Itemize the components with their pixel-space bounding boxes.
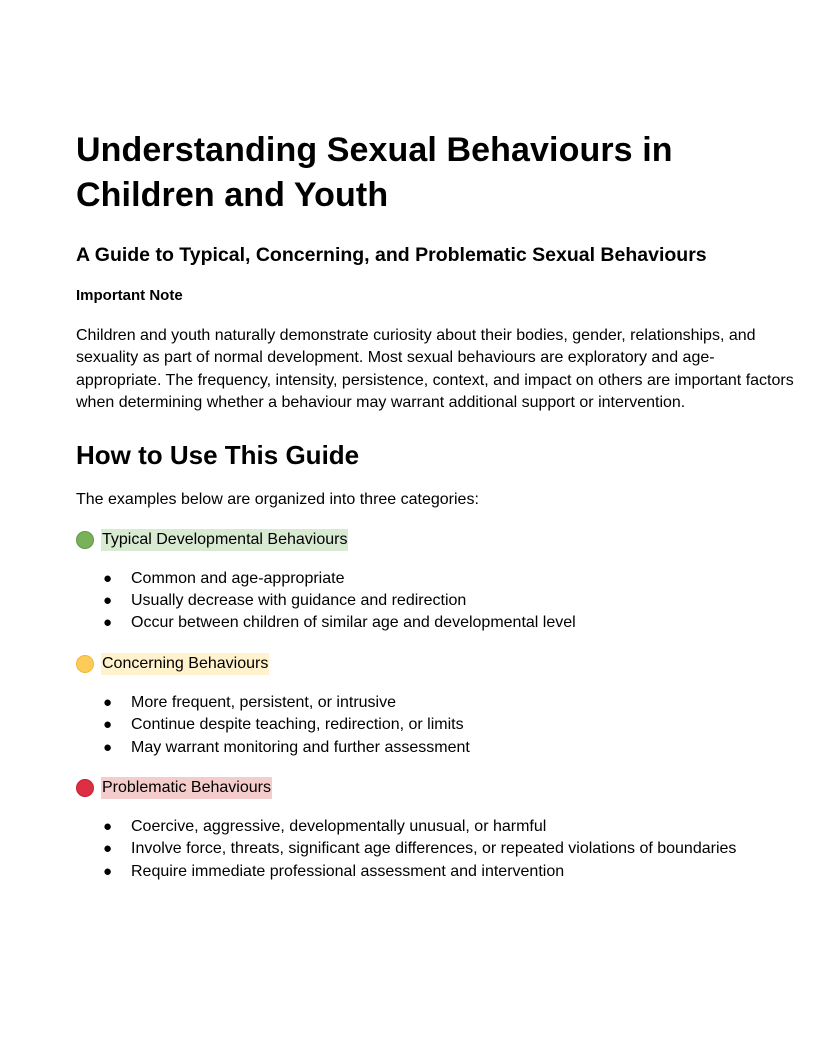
list-item bbox=[76, 568, 796, 590]
list-item bbox=[76, 838, 796, 860]
important-note-paragraph: Children and youth naturally demonstrate curiosity about their bodies, gender, relationships, and sexuality as part of normal development. Most sexual behaviours are exploratory and age-appropriate. The frequency, intensity, persistence, context, and impact on others are important factors when determining whether a behaviour may warrant additional support or intervention. bbox=[76, 327, 794, 412]
important-note-heading: Important Note bbox=[76, 287, 183, 304]
section-heading: How to Use This Guide bbox=[76, 439, 360, 470]
list-item-text: Continue despite teaching, redirection, or limits bbox=[131, 716, 464, 734]
category-list bbox=[76, 816, 796, 883]
document-title: Understanding Sexual Behaviours in Children and Youth bbox=[76, 131, 673, 214]
intro-paragraph: The examples below are organized into three categories: bbox=[76, 490, 479, 508]
bullet-marker: ● bbox=[103, 693, 113, 711]
category-heading bbox=[76, 653, 796, 675]
category-typical bbox=[76, 529, 796, 635]
bullet-marker: ● bbox=[103, 840, 113, 858]
category-label: Problematic Behaviours bbox=[101, 777, 272, 799]
list-item-text: Involve force, threats, significant age differences, or repeated violations of boundaries bbox=[131, 840, 737, 858]
document-subtitle: A Guide to Typical, Concerning, and Problematic Sexual Behaviours bbox=[76, 244, 707, 266]
bullet-marker: ● bbox=[103, 818, 113, 836]
green-circle-icon bbox=[76, 531, 94, 549]
yellow-circle-icon bbox=[76, 655, 94, 673]
bullet-marker: ● bbox=[103, 569, 113, 587]
list-item-text: Require immediate professional assessment and intervention bbox=[131, 862, 565, 880]
category-list bbox=[76, 692, 796, 759]
list-item-text: Coercive, aggressive, developmentally unusual, or harmful bbox=[131, 818, 547, 836]
category-label: Typical Developmental Behaviours bbox=[101, 529, 348, 551]
bullet-marker: ● bbox=[103, 592, 113, 610]
list-item-text: Common and age-appropriate bbox=[131, 569, 345, 587]
bullet-marker: ● bbox=[103, 614, 113, 632]
category-list bbox=[76, 568, 796, 635]
list-item-text: More frequent, persistent, or intrusive bbox=[131, 693, 397, 711]
list-item-text: Usually decrease with guidance and redirection bbox=[131, 592, 467, 610]
list-item bbox=[76, 861, 796, 883]
category-heading bbox=[76, 777, 796, 799]
list-item bbox=[76, 590, 796, 612]
list-item bbox=[76, 692, 796, 714]
bullet-marker: ● bbox=[103, 716, 113, 734]
category-label: Concerning Behaviours bbox=[101, 653, 269, 675]
list-item-text: Occur between children of similar age and developmental level bbox=[131, 614, 576, 632]
list-item bbox=[76, 714, 796, 736]
list-item-text: May warrant monitoring and further assessment bbox=[131, 738, 470, 756]
document-page bbox=[76, 128, 796, 883]
category-heading bbox=[76, 529, 796, 551]
list-item bbox=[76, 816, 796, 838]
bullet-marker: ● bbox=[103, 862, 113, 880]
category-problematic bbox=[76, 777, 796, 883]
list-item bbox=[76, 612, 796, 634]
category-concerning bbox=[76, 653, 796, 759]
bullet-marker: ● bbox=[103, 738, 113, 756]
list-item bbox=[76, 737, 796, 759]
red-circle-icon bbox=[76, 779, 94, 797]
